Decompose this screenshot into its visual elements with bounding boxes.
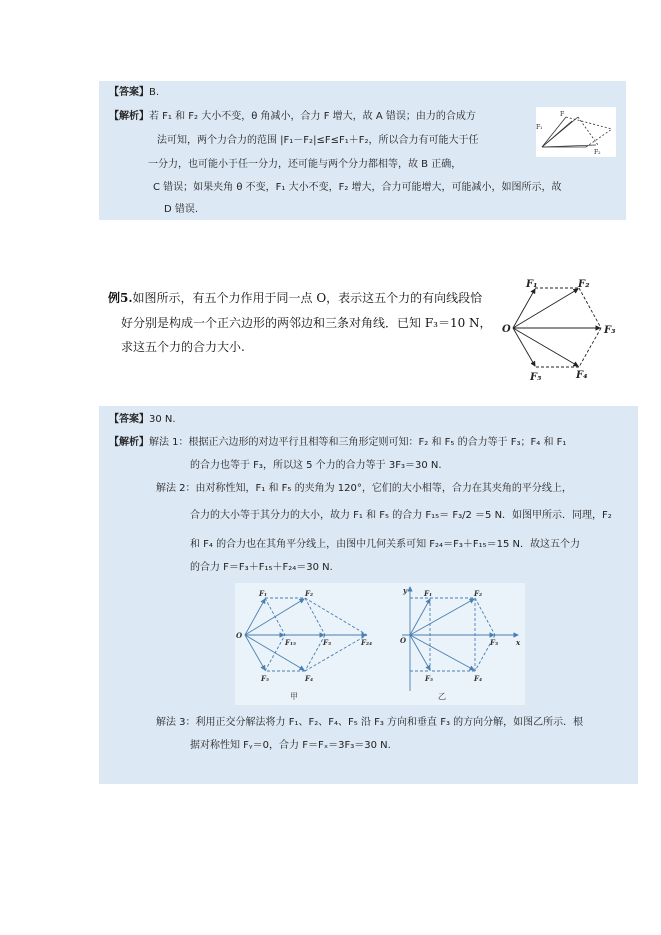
yi-label-f2: F₂ bbox=[474, 589, 483, 598]
fig-label-f1: F₁ bbox=[526, 279, 538, 290]
figure-jia bbox=[235, 583, 380, 705]
yi-label-f5: F₅ bbox=[425, 674, 434, 683]
fig-label-f2: F₂ bbox=[578, 279, 590, 290]
yi-label-x: x bbox=[516, 638, 521, 647]
analysis-line-5: D 错误. bbox=[164, 204, 199, 215]
jia-caption: 甲 bbox=[290, 692, 298, 701]
analysis-line-1 bbox=[109, 110, 476, 123]
analysis-label: 【解析】 bbox=[109, 111, 149, 122]
analysis2-label: 【解析】 bbox=[109, 437, 149, 448]
f5-arrow bbox=[513, 328, 535, 366]
yi-label-y: y bbox=[403, 586, 408, 595]
jia-label-f15: F₁₅ bbox=[285, 638, 297, 647]
answer2-label: 【答案】 bbox=[109, 414, 149, 425]
analysis-line-4: C 错误；如果夹角 θ 不变，F₁ 大小不变，F₂ 增大，合力可能增大，可能减小，如图所示，故 bbox=[153, 182, 562, 193]
fig-label-f2: F₂ bbox=[594, 149, 601, 156]
method1-line-1 bbox=[109, 436, 566, 449]
example-label: 例5. bbox=[108, 291, 133, 305]
yi-label-f1: F₁ bbox=[424, 589, 433, 598]
fig-label-f5: F₅ bbox=[530, 372, 542, 383]
method2-line-4: 的合力 F＝F₃＋F₁₅＋F₂₄＝30 N. bbox=[190, 562, 333, 573]
figure-yi bbox=[380, 583, 525, 705]
answer-label: 【答案】 bbox=[109, 87, 149, 98]
method2-line-2: 合力的大小等于其分力的大小，故力 F₁ 和 F₅ 的合力 F₁₅＝ F₃/2 ＝5 N．如图甲所示．同理，F₂ bbox=[190, 510, 612, 521]
jia-label-f24: F₂₄ bbox=[361, 638, 373, 647]
example-line-2: 好分别是构成一个正六边形的两邻边和三条对角线．已知 F₃＝10 N， bbox=[121, 316, 492, 330]
hexagon-force-figure bbox=[500, 278, 620, 384]
method2-line-1: 解法 2：由对称性知，F₁ 和 F₅ 的夹角为 120°，它们的大小相等，合力在其夹角的平分线上， bbox=[156, 483, 572, 494]
fig-label-f: F bbox=[560, 111, 565, 118]
analysis-line-3: 一分力，也可能小于任一分力，还可能与两个分力都相等，故 B 正确， bbox=[148, 159, 462, 170]
method3-line-2: 据对称性知 Fᵧ＝0，合力 F＝Fₓ＝3F₃＝30 N. bbox=[190, 740, 391, 751]
jia-label-f5: F₅ bbox=[261, 674, 270, 683]
jia-label-f3: F₃ bbox=[323, 638, 332, 647]
yi-label-f4: F₄ bbox=[474, 674, 483, 683]
method1-text-1: 解法 1：根据正六边形的对边平行且相等和三角形定则可知：F₂ 和 F₅ 的合力等于 F₃；F₄ 和 F₁ bbox=[149, 437, 567, 448]
yi-caption: 乙 bbox=[438, 692, 446, 701]
analysis-line-2: 法可知，两个力合力的范围 |F₁－F₂|≤F≤F₁＋F₂，所以合力有可能大于任 bbox=[157, 135, 479, 146]
analysis-text-1: 若 F₁ 和 F₂ 大小不变，θ 角减小，合力 F 增大，故 A 错误；由力的合成方 bbox=[149, 111, 476, 122]
method3-line-1: 解法 3：利用正交分解法将力 F₁、F₂、F₄、F₅ 沿 F₃ 方向和垂直 F₃ 的方向分解，如图乙所示．根 bbox=[156, 717, 584, 728]
fig-label-o: O bbox=[502, 324, 511, 335]
force-parallelogram-figure bbox=[536, 107, 616, 157]
jia-label-f2: F₂ bbox=[305, 589, 314, 598]
fig-label-f4: F₄ bbox=[576, 370, 588, 381]
method1-line-2: 的合力也等于 F₃，所以这 5 个力的合力等于 3F₃＝30 N. bbox=[190, 460, 442, 471]
method2-line-3: 和 F₄ 的合力也在其角平分线上，由图中几何关系可知 F₂₄＝F₃＋F₁₅＝15 N．故这五个力 bbox=[190, 539, 580, 550]
answer2-line bbox=[109, 413, 176, 426]
jia-label-o: O bbox=[236, 631, 243, 640]
f2-arrow bbox=[513, 289, 578, 328]
answer-value: B. bbox=[149, 87, 160, 98]
answer-line bbox=[109, 86, 159, 99]
example-line-1 bbox=[108, 290, 482, 306]
example-text-1: 如图所示，有五个力作用于同一点 O，表示这五个力的有向线段恰 bbox=[132, 291, 483, 305]
jia-label-f4: F₄ bbox=[305, 674, 314, 683]
answer2-value: 30 N. bbox=[149, 414, 176, 425]
example-line-3: 求这五个力的合力大小. bbox=[121, 340, 245, 354]
yi-label-o: O bbox=[400, 636, 407, 645]
f4-arrow bbox=[513, 328, 578, 366]
jia-label-f1: F₁ bbox=[259, 589, 268, 598]
yi-label-f3: F₃ bbox=[490, 638, 499, 647]
fig-label-f1: F₁ bbox=[536, 124, 543, 131]
f1-arrow bbox=[513, 289, 535, 328]
fig-label-f3: F₃ bbox=[604, 325, 616, 336]
